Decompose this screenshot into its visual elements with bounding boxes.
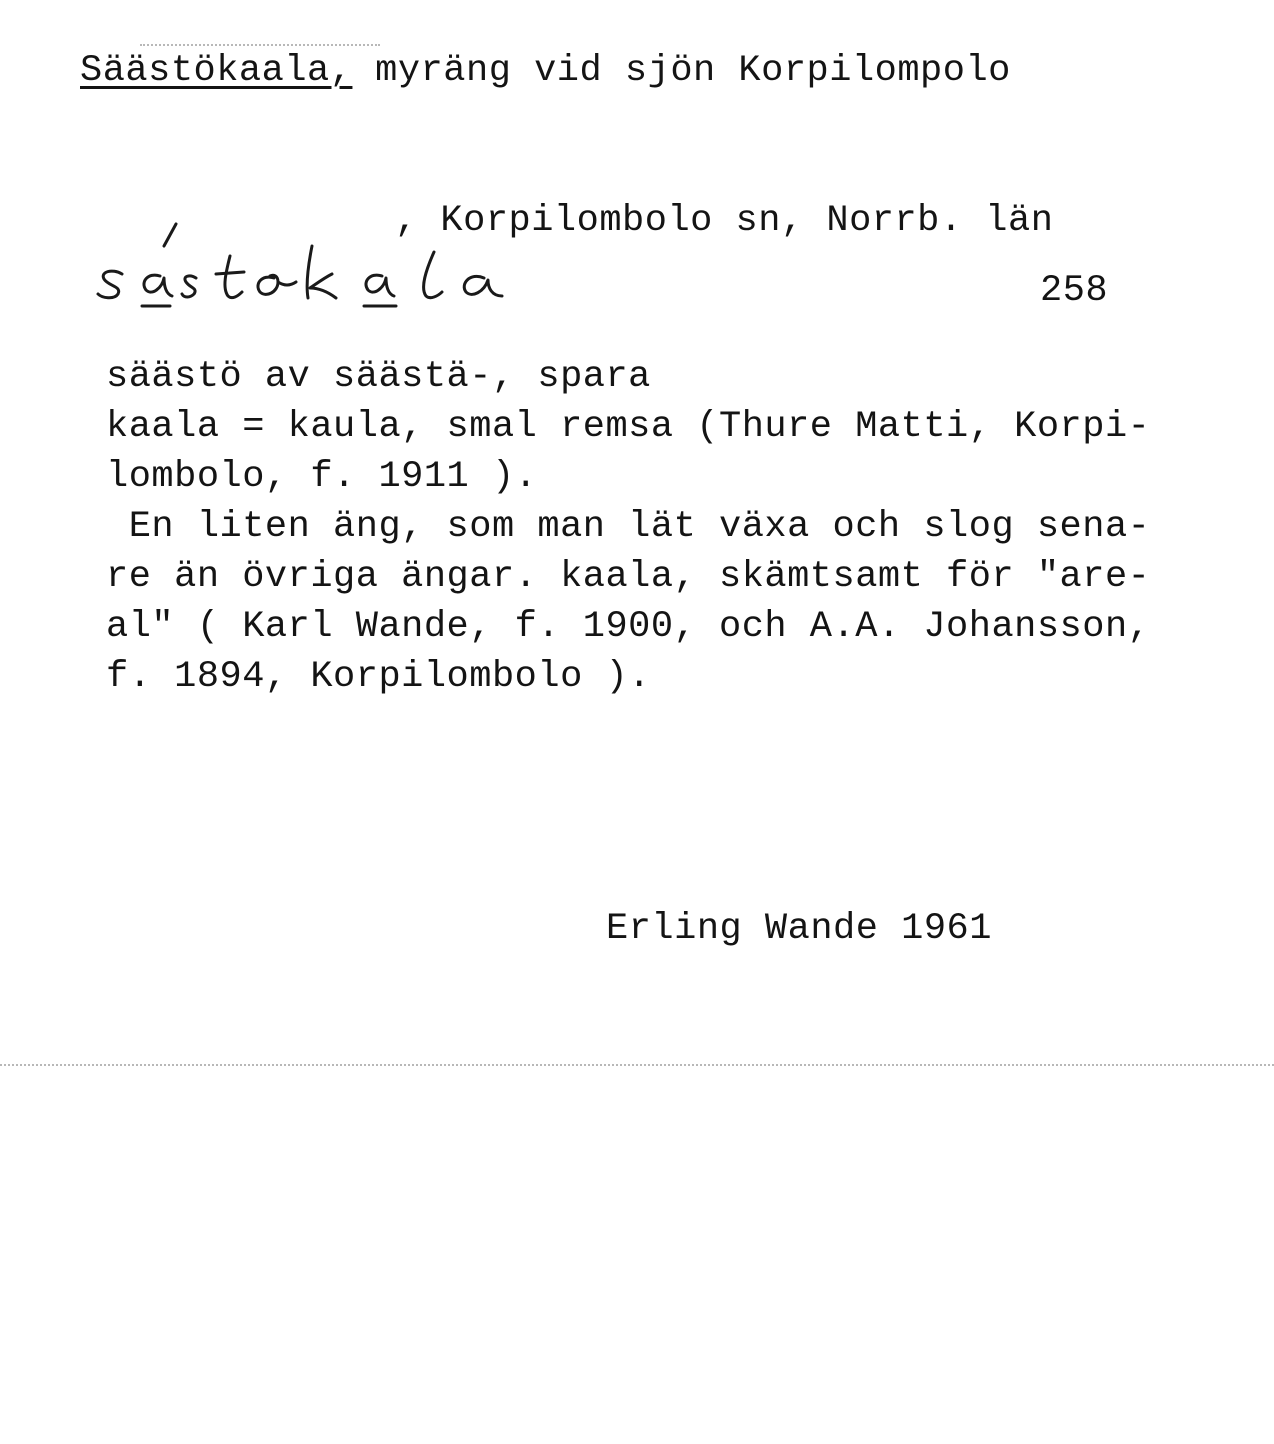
body-text xyxy=(106,352,1150,702)
body-line: lombolo, f. 1911 ). xyxy=(106,456,538,498)
headword: Säästökaala, xyxy=(80,50,353,92)
card-edge-line xyxy=(0,1064,1274,1066)
location-line: , Korpilombolo sn, Norrb. län xyxy=(395,200,1054,242)
title-line xyxy=(80,46,1011,96)
body-line: säästö av säästä-, spara xyxy=(106,356,651,398)
body-line: f. 1894, Korpilombolo ). xyxy=(106,656,651,698)
body-line: al" ( Karl Wande, f. 1900, och A.A. Johansson, xyxy=(106,606,1151,648)
body-line: re än övriga ängar. kaala, skämtsamt för "are- xyxy=(106,556,1151,598)
handwritten-form-signature xyxy=(92,216,532,316)
card-number: 258 xyxy=(1040,270,1109,312)
headword-definition: myräng vid sjön Korpilompolo xyxy=(375,50,1011,92)
body-line: En liten äng, som man lät växa och slog sena- xyxy=(106,506,1151,548)
signature: Erling Wande 1961 xyxy=(606,908,992,950)
body-line: kaala = kaula, smal remsa (Thure Matti, Korpi- xyxy=(106,406,1151,448)
